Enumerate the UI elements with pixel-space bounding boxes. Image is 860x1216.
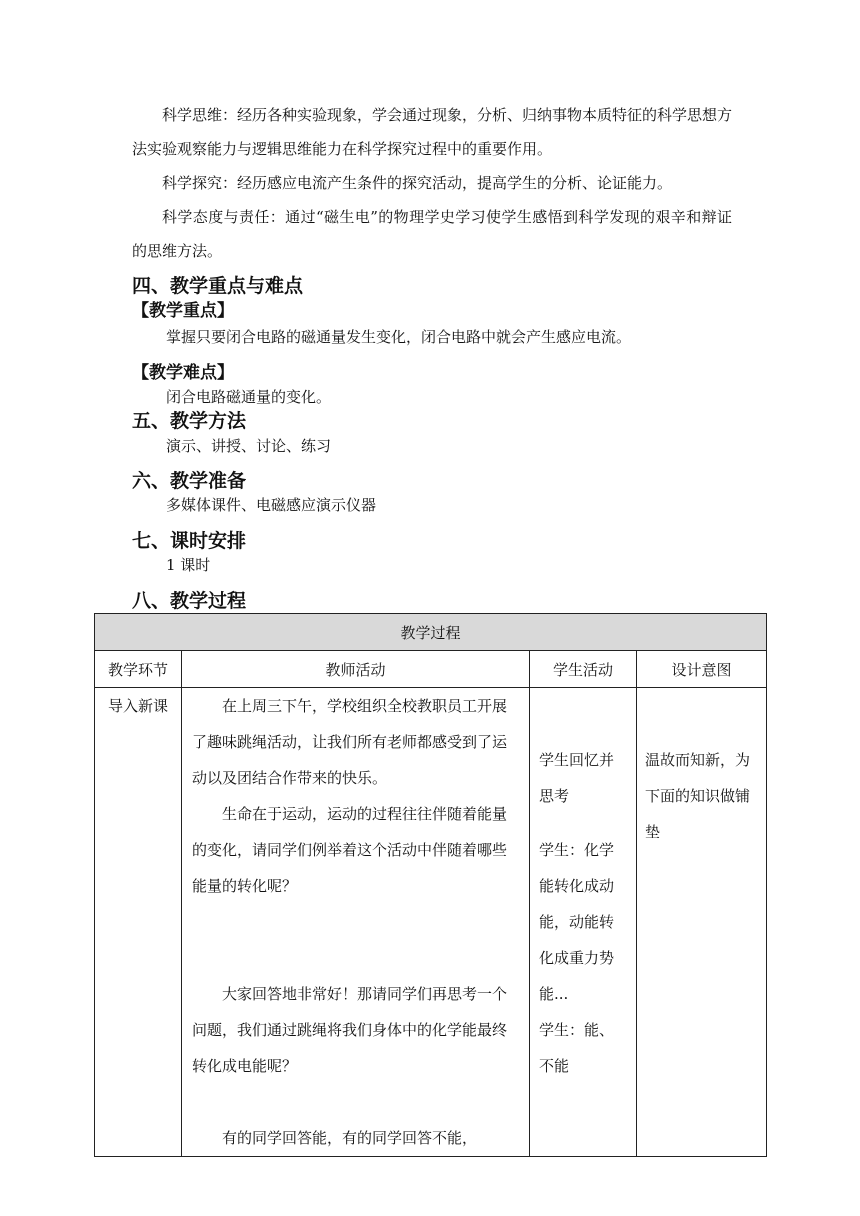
cell-intent (637, 688, 767, 1157)
table-row (95, 688, 767, 1157)
key-point-label: 【教学重点】 (132, 301, 234, 321)
cell-teacher (182, 688, 530, 1157)
header-teacher: 教师活动 (182, 651, 530, 688)
section-4-title: 四、教学重点与难点 (132, 275, 304, 297)
header-student: 学生活动 (530, 651, 637, 688)
intent-text: 温故而知新，为下面的知识做铺垫 (645, 751, 751, 841)
section-5-text: 演示、讲授、讨论、练习 (166, 437, 332, 455)
student-text-3: 学生：能、不能 (539, 1021, 615, 1075)
paragraph-science-thinking: 科学思维：经历各种实验现象，学会通过现象，分析、归纳事物本质特征的科学思想方法实验观察能力与逻辑思维能力在科学探究过程中的重要作用。 (132, 106, 733, 158)
paragraph-science-attitude: 科学态度与责任：通过“磁生电”的物理学史学习使学生感悟到科学发现的艰辛和辩证的思维方法。 (132, 208, 732, 260)
teacher-para-4: 有的同学回答能，有的同学回答不能， (222, 1129, 478, 1147)
difficulty-text: 闭合电路磁通量的变化。 (166, 388, 332, 406)
teacher-para-3: 大家回答地非常好！那请同学们再思考一个问题，我们通过跳绳将我们身体中的化学能最终转化成电能呢？ (192, 985, 508, 1075)
stage-text: 导入新课 (107, 697, 168, 715)
key-point-text: 掌握只要闭合电路的磁通量发生变化，闭合电路中就会产生感应电流。 (166, 328, 632, 346)
header-intent: 设计意图 (637, 651, 767, 688)
teacher-para-1: 在上周三下午，学校组织全校教职员工开展了趣味跳绳活动，让我们所有老师都感受到了运动以及团结合作带来的快乐。 (192, 697, 508, 787)
section-6-title: 六、教学准备 (132, 470, 247, 492)
cell-student (530, 688, 637, 1157)
difficulty-label: 【教学难点】 (132, 363, 234, 383)
student-text-1: 学生回忆并思考 (539, 751, 615, 805)
section-7-text: 1 课时 (166, 556, 211, 574)
teacher-para-2: 生命在于运动，运动的过程往往伴随着能量的变化，请同学们例举着这个活动中伴随着哪些能量的转化呢？ (192, 805, 508, 895)
section-7-title: 七、课时安排 (132, 530, 247, 552)
table-caption: 教学过程 (95, 614, 767, 651)
teaching-process-table (94, 613, 767, 1157)
student-text-2: 学生：化学能转化成动能，动能转化成重力势能... (539, 841, 615, 1003)
section-8-title: 八、教学过程 (132, 590, 247, 612)
header-stage: 教学环节 (95, 651, 182, 688)
cell-stage (95, 688, 182, 1157)
paragraph-science-inquiry: 科学探究：经历感应电流产生条件的探究活动，提高学生的分析、论证能力。 (162, 174, 673, 192)
section-6-text: 多媒体课件、电磁感应演示仪器 (166, 496, 377, 514)
section-5-title: 五、教学方法 (132, 410, 247, 432)
